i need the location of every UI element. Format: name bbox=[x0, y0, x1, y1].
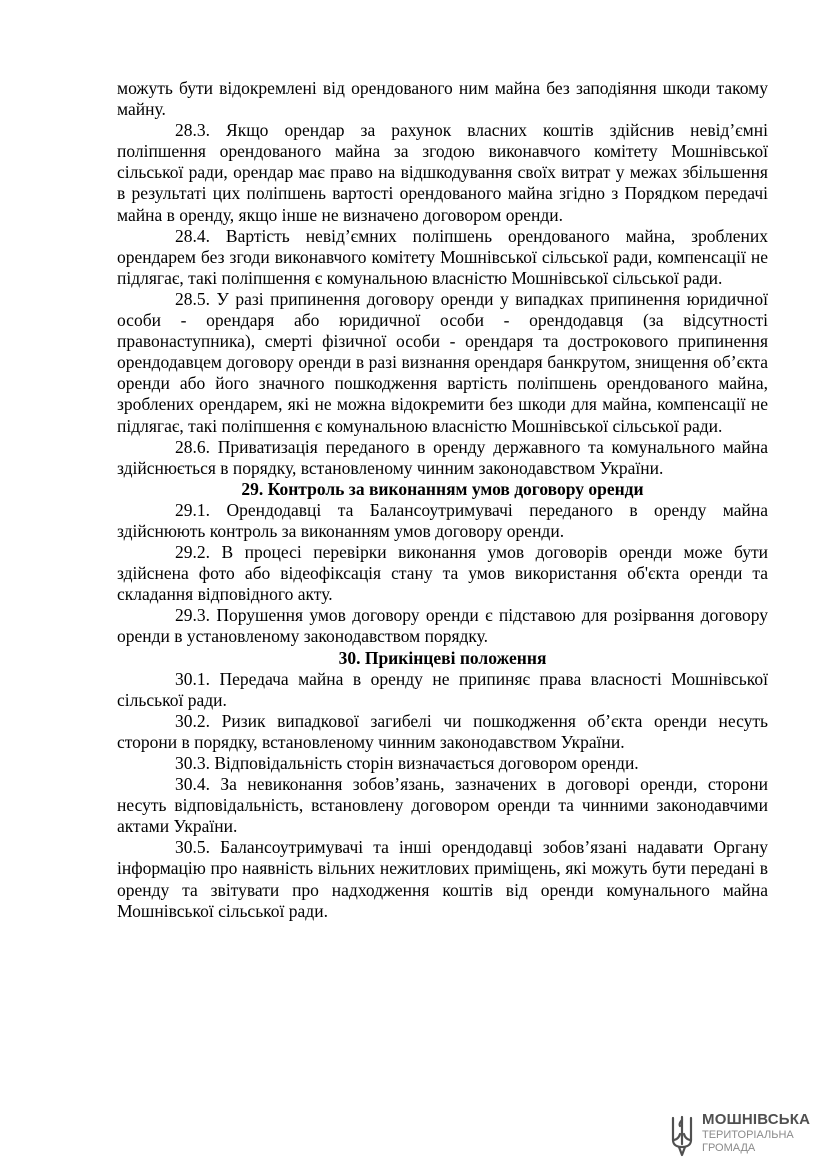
paragraph-29-2: 29.2. В процесі перевірки виконання умов договорів оренди може бути здійснена фото або відеофіксація стану та умов використання об'єкта оренди та складання відповідного акту. bbox=[117, 542, 768, 605]
paragraph-28-5: 28.5. У разі припинення договору оренди у випадках припинення юридичної особи - орендаря або юридичної особи - орендодавця (за відсутності правонаступника), смерті фізичної особи - орендаря та дострокового припинення орендодавцем договору оренди в разі визнання орендаря банкрутом, знищення об’єкта оренди або його значного пошкодження вартість поліпшень орендованого майна, зроблених орендарем, які не можна відокремити без шкоди для майна, компенсації не підлягає, такі поліпшення є комунальною власністю Мошнівської сільської ради. bbox=[117, 288, 768, 436]
paragraph-30-2: 30.2. Ризик випадкової загибелі чи пошкодження об’єкта оренди несуть сторони в порядку, встановленому чинним законодавством України. bbox=[117, 710, 768, 752]
paragraph-29-3: 29.3. Порушення умов договору оренди є підставою для розірвання договору оренди в установленому законодавством порядку. bbox=[117, 605, 768, 647]
paragraph-28-4: 28.4. Вартість невід’ємних поліпшень орендованого майна, зроблених орендарем без згоди виконавчого комітету Мошнівської сільської ради, компенсації не підлягає, такі поліпшення є комунальною власністю Мошнівської сільської ради. bbox=[117, 225, 768, 288]
paragraph-30-5: 30.5. Балансоутримувачі та інші орендодавці зобов’язані надавати Органу інформацію про наявність вільних нежитлових приміщень, які можуть бути передані в оренду та звітувати про надходження коштів від оренди комунального майна Мошнівської сільської ради. bbox=[117, 837, 768, 921]
logo-subtitle-2: ГРОМАДА bbox=[702, 1142, 756, 1154]
logo-title: МОШНІВСЬКА bbox=[702, 1111, 811, 1128]
section-30-heading: 30. Прикінцеві положення bbox=[338, 647, 547, 668]
paragraph-30-4: 30.4. За невиконання зобов’язань, зазначених в договорі оренди, сторони несуть відповідальність, встановлену договором оренди та чинними законодавчими актами України. bbox=[117, 774, 768, 837]
document-body bbox=[117, 78, 768, 922]
section-29-heading: 29. Контроль за виконанням умов договору оренди bbox=[241, 478, 644, 499]
logo-subtitle-1: ТЕРИТОРІАЛЬНА bbox=[702, 1129, 794, 1141]
paragraph-30-3: 30.3. Відповідальність сторін визначається договором оренди. bbox=[175, 753, 639, 773]
community-logo bbox=[668, 1111, 811, 1160]
paragraph-continuation: можуть бути відокремлені від орендованого ним майна без заподіяння шкоди такому майну. bbox=[117, 78, 768, 120]
paragraph-28-3: 28.3. Якщо орендар за рахунок власних коштів здійснив невід’ємні поліпшення орендованого майна за згодою виконавчого комітету Мошнівської сільської ради, орендар має право на відшкодування своїх витрат у межах збільшення в результаті цих поліпшень вартості орендованого майна згідно з Порядком передачі майна в оренду, якщо інше не визначено договором оренди. bbox=[117, 120, 768, 225]
paragraph-29-1: 29.1. Орендодавці та Балансоутримувачі переданого в оренду майна здійснюють контроль за виконанням умов договору оренди. bbox=[117, 499, 768, 541]
trident-icon bbox=[668, 1114, 696, 1158]
paragraph-28-6: 28.6. Приватизація переданого в оренду державного та комунального майна здійснюється в порядку, встановленому чинним законодавством України. bbox=[117, 436, 768, 478]
paragraph-30-1: 30.1. Передача майна в оренду не припиняє права власності Мошнівської сільської ради. bbox=[117, 668, 768, 710]
